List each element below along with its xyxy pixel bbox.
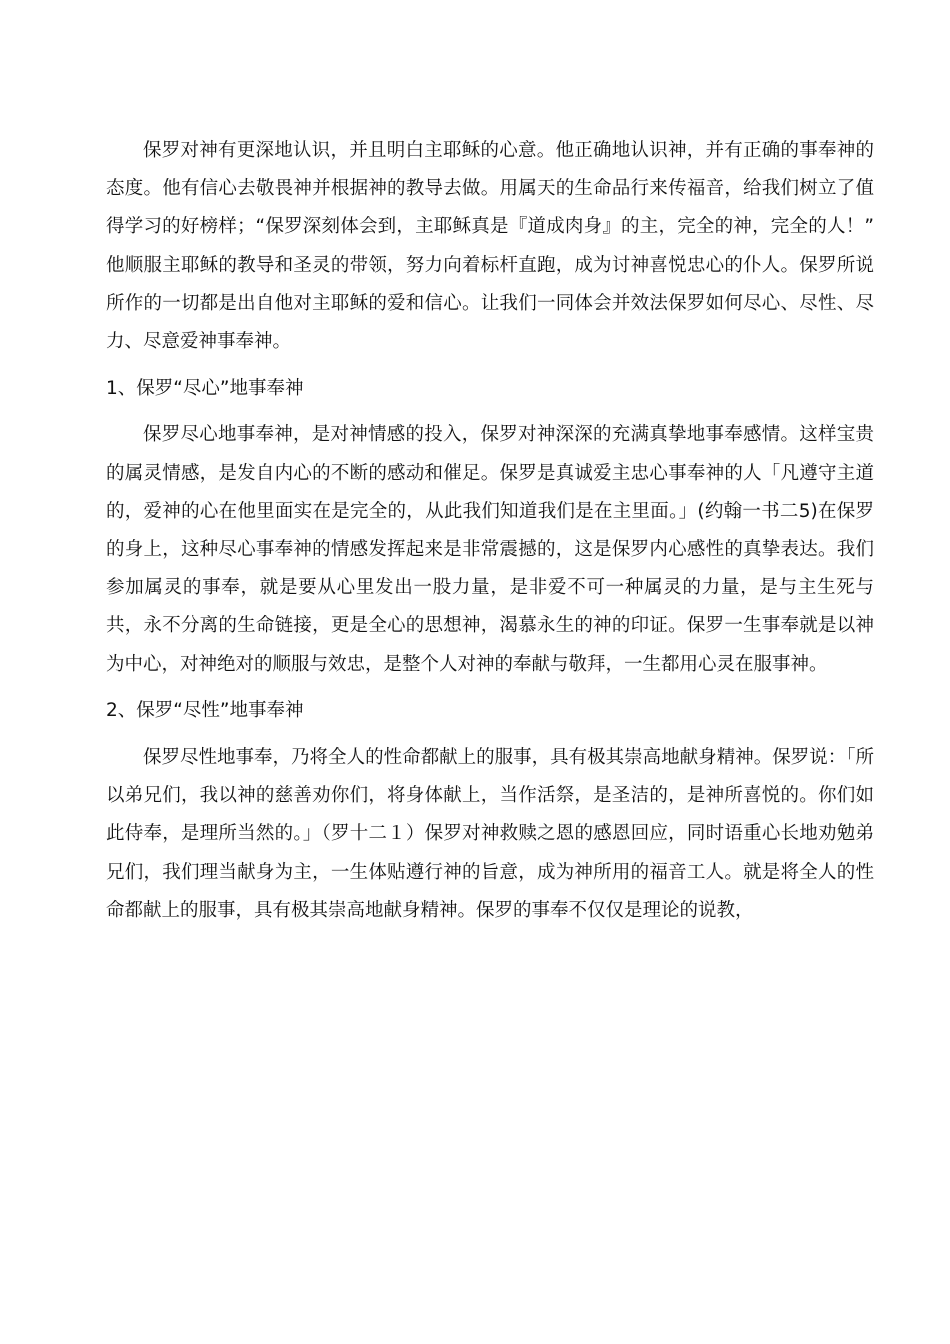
section-1-paragraph: 保罗尽心地事奉神，是对神情感的投入，保罗对神深深的充满真挚地事奉感情。这样宝贵的属灵情感，是发自内心的不断的感动和催足。保罗是真诚爱主忠心事奉神的人「凡遵守主道的，爱神的心在他里面实在是完全的，从此我们知道我们是在主里面。」(约翰一书二5)在保罗的身上，这种尽心事奉神的情感发挥起来是非常震撼的，这是保罗内心感性的真挚表达。我们参加属灵的事奉，就是要从心里发出一股力量，是非爱不可一种属灵的力量，是与主生死与共，永不分离的生命链接，更是全心的思想神，渴慕永生的神的印证。保罗一生事奉就是以神为中心，对神绝对的顺服与效忠，是整个人对神的奉献与敬拜，一生都用心灵在服事神。 [106, 424, 874, 675]
section-2-paragraph: 保罗尽性地事奉，乃将全人的性命都献上的服事，具有极其崇高地献身精神。保罗说：「所以弟兄们，我以神的慈善劝你们，将身体献上，当作活祭，是圣洁的，是神所喜悦的。你们如此侍奉，是理所当然的。」（罗十二１）保罗对神救赎之恩的感恩回应，同时语重心长地劝勉弟兄们，我们理当献身为主，一生体贴遵行神的旨意，成为神所用的福音工人。就是将全人的性命都献上的服事，具有极其崇高地献身精神。保罗的事奉不仅仅是理论的说教， [106, 747, 874, 921]
section-gap [106, 731, 874, 740]
section-heading-1: 1、保罗“尽心”地事奉神 [106, 377, 304, 399]
document-body [106, 132, 874, 930]
section-gap [106, 408, 874, 417]
section-gap [106, 361, 874, 370]
intro-paragraph: 保罗对神有更深地认识，并且明白主耶稣的心意。他正确地认识神，并有正确的事奉神的态度。他有信心去敬畏神并根据神的教导去做。用属天的生命品行来传福音，给我们树立了值得学习的好榜样；“保罗深刻体会到，主耶稣真是『道成肉身』的主，完全的神，完全的人！” 他顺服主耶稣的教导和圣灵的带领，努力向着标杆直跑，成为讨神喜悦忠心的仆人。保罗所说所作的一切都是出自他对主耶稣的爱和信心。让我们一同体会并效法保罗如何尽心、尽性、尽力、尽意爱神事奉神。 [106, 140, 874, 353]
section-heading-2: 2、保罗“尽性”地事奉神 [106, 700, 304, 722]
section-gap [106, 684, 874, 693]
